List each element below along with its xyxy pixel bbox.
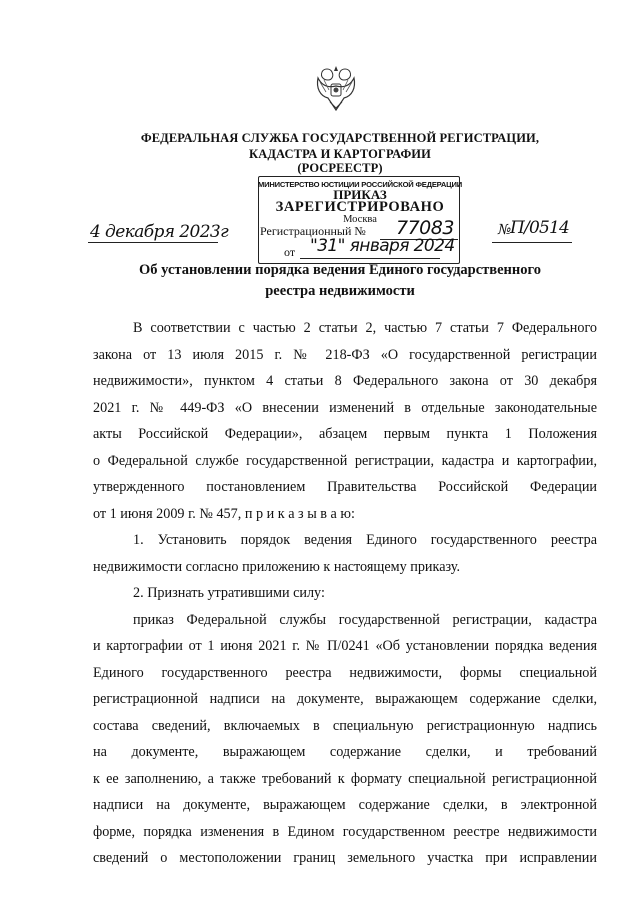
agency-name-line1: ФЕДЕРАЛЬНАЯ СЛУЖБА ГОСУДАРСТВЕННОЙ РЕГИСТРАЦИИ, xyxy=(140,131,540,145)
agency-name-line3: (РОСРЕЕСТР) xyxy=(297,161,383,175)
body-line: состава сведений, включаемых в специальную регистрационную надпись xyxy=(93,718,597,734)
stamp-reg-date: "31" января 2024 xyxy=(310,236,455,256)
body-line: закона от 13 июля 2015 г. № 218-ФЗ «О государственной регистрации xyxy=(93,347,597,363)
document-title-line1: Об установлении порядка ведения Единого государственного xyxy=(139,262,541,278)
agency-name-line2: КАДАСТРА И КАРТОГРАФИИ xyxy=(249,147,431,161)
stamp-city: Москва xyxy=(343,214,377,225)
body-line: от 1 июня 2009 г. № 457, п р и к а з ы в а ю: xyxy=(93,506,355,522)
stamp-date-underline xyxy=(300,258,440,259)
body-line: акты Российской Федерации», абзацем первым пункта 1 Положения xyxy=(93,426,597,442)
body-line: к ее заполнению, а также требований к формату специальной регистрационной xyxy=(93,771,597,787)
coat-of-arms-icon xyxy=(314,62,358,114)
body-line: В соответствии с частью 2 статьи 2, частью 7 статьи 7 Федерального xyxy=(133,320,597,336)
body-line: недвижимости согласно приложению к настоящему приказу. xyxy=(93,559,461,575)
body-line: сведений о местоположении границ земельного участка при исправлении xyxy=(93,850,597,866)
order-number-underline xyxy=(492,242,572,243)
stamp-reg-number-label: Регистрационный № xyxy=(260,224,366,238)
body-line: 1. Установить порядок ведения Единого государственного реестра xyxy=(133,532,597,548)
body-line: надписи на документе, выражающем содержание сделки, в электронной xyxy=(93,797,597,813)
order-date-underline xyxy=(88,242,218,243)
body-line: и картографии от 1 июня 2021 г. № П/0241 «Об установлении порядка ведения xyxy=(93,638,597,654)
body-line: на документе, выражающем содержание сделки, и требований xyxy=(93,744,597,760)
stamp-doc-type: ПРИКАЗ xyxy=(333,187,387,202)
order-number-prefix: № xyxy=(498,222,512,238)
order-number: П/0514 xyxy=(510,218,570,238)
body-line: недвижимости», пунктом 4 статьи 8 Федерального закона от 30 декабря xyxy=(93,373,597,389)
body-line: 2. Признать утратившими силу: xyxy=(133,585,325,601)
body-line: утвержденного постановлением Правительства Российской Федерации xyxy=(93,479,597,495)
stamp-date-prefix: от xyxy=(284,245,296,259)
body-line: 2021 г. № 449-ФЗ «О внесении изменений в отдельные законодательные xyxy=(93,400,597,416)
order-date: 4 декабря 2023г xyxy=(90,222,229,242)
body-line: приказ Федеральной службы государственной регистрации, кадастра xyxy=(133,612,597,628)
document-title-line2: реестра недвижимости xyxy=(265,283,415,299)
body-line: форме, порядка изменения в Едином государственном реестре недвижимости xyxy=(93,824,597,840)
body-line: Единого государственного реестра недвижимости, формы специальной xyxy=(93,665,597,681)
stamp-ministry: МИНИСТЕРСТВО ЮСТИЦИИ РОССИЙСКОЙ ФЕДЕРАЦИИ xyxy=(257,180,463,189)
registration-stamp xyxy=(256,172,464,264)
body-line: о Федеральной службе государственной регистрации, кадастра и картографии, xyxy=(93,453,597,469)
body-line: регистрационной надписи на документе, выражающем содержание сделки, xyxy=(93,691,597,707)
stamp-reg-number: 77083 xyxy=(396,217,454,239)
stamp-registered: ЗАРЕГИСТРИРОВАНО xyxy=(275,199,445,215)
